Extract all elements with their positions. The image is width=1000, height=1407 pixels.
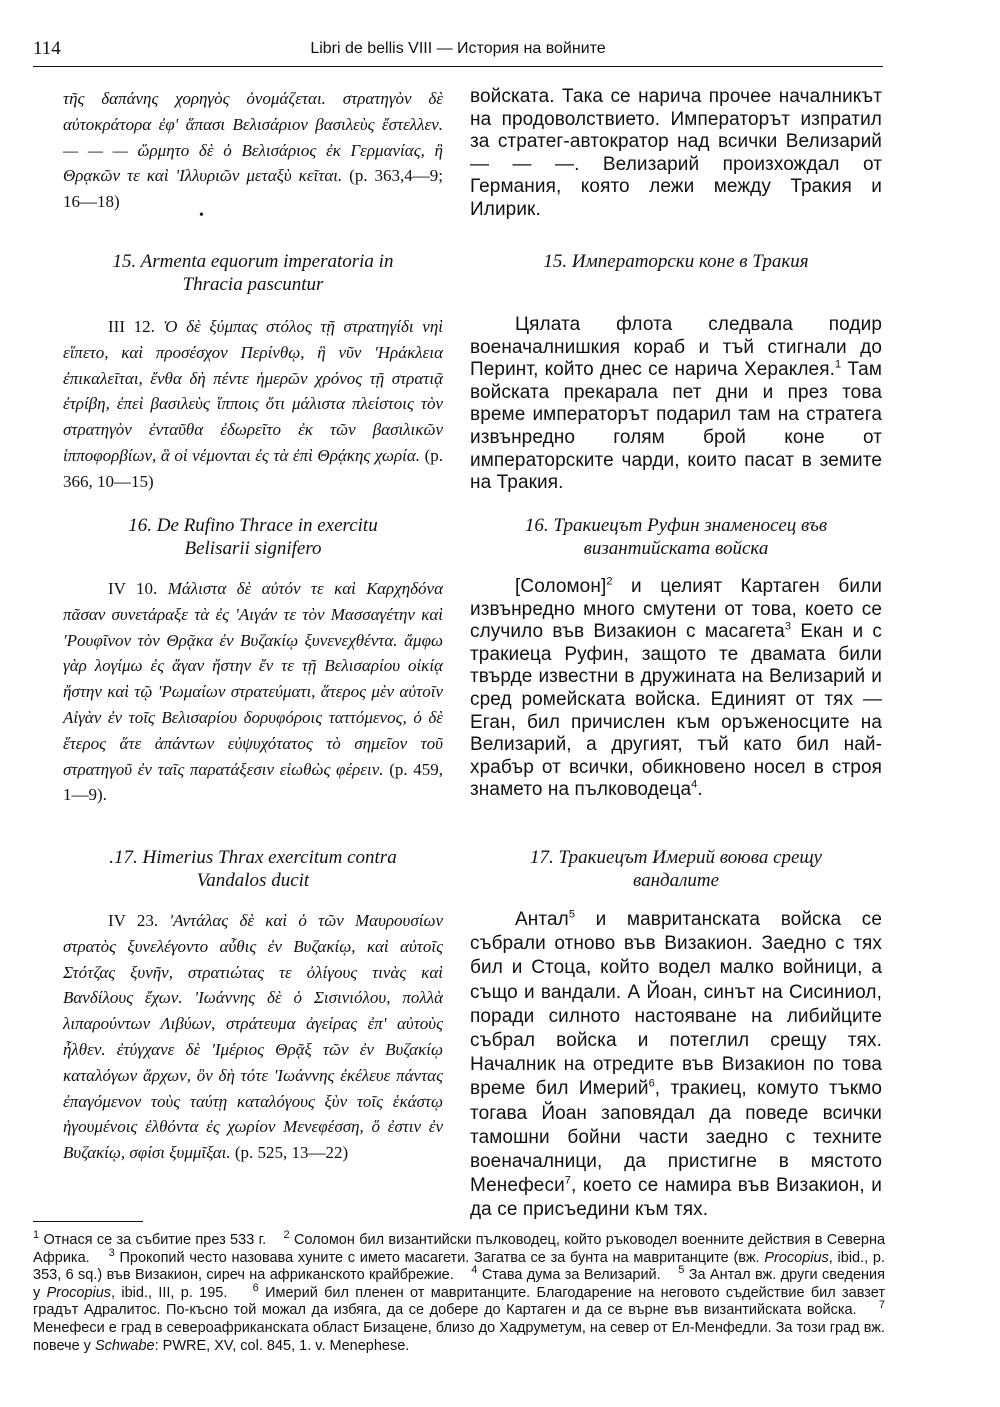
footnote-5-ref: , ibid., III, p. 195. bbox=[111, 1284, 228, 1301]
translation-17-text-d: , което се намира във Визакион, и да се присъедини към тях. bbox=[470, 1175, 882, 1221]
page-header bbox=[33, 38, 883, 64]
greek-intro-text: τῆς δαπάνης χορηγὸς ὀνομάζεται. στρατηγὸν δὲ αὐτοκράτορα ἐφ' ἅπασι Βελισάριον βασιλεὺς ἔστελλεν. — — — ὥρμητο δὲ ὁ Βελισάριος ἐκ Γερμανίας, ἣ Θρᾳκῶν τε καὶ 'Ιλλυριῶν μεταξὺ κεῖται. bbox=[63, 89, 443, 186]
footnote-ref-2: 2 bbox=[606, 575, 613, 588]
footnote-3-ref: , ibid., p. 353, 6 sq.) във Визакион, сиреч на африканското крайбрежие. bbox=[33, 1249, 885, 1284]
footnote-2: Соломон бил византийски пълководец, който ръководел военните действия в Северна Африка. bbox=[33, 1232, 886, 1266]
translation-16-text-a: [Соломон] bbox=[515, 576, 607, 597]
translation-16-text-d: . bbox=[697, 779, 703, 801]
translation-intro-text: войската. Така се нарича прочее началникът на продоволствието. Императорът изпратил за стратег-автократор над всички Велизарий — — —. Велизарий произхождал от Германия, която лежи между Тракия и Илирик. bbox=[470, 86, 882, 220]
latin-heading-17 bbox=[63, 846, 443, 892]
footnote-3-author: Procopius bbox=[764, 1249, 829, 1266]
passage-16-ref: (p. 459, 1—9). bbox=[63, 759, 444, 805]
passage-17-ref: (p. 525, 13—22) bbox=[234, 1143, 349, 1163]
footnote-ref-4: 4 bbox=[691, 779, 698, 792]
passage-16-number: IV 10. bbox=[108, 579, 158, 598]
bg-heading-17 bbox=[470, 846, 882, 892]
passage-17-text: 'Αντάλας δὲ καὶ ὁ τῶν Μαυρουσίων στρατὸς ξυνελέγοντο αὖθις ἐν Βυζακίῳ, καὶ αὐτοῖς Στότζας ξυνῆν, στρατιώτας τε ὀλίγους τινὰς καὶ Βανδίλους ἔχων. 'Ιωάννης δὲ ὁ Σισινιόλου, πολλὰ λιπαρούντων Λιβύων, στράτευμα ἀγείρας ἐπ' αὐτοὺς ἦλθεν. ἐτύγχανε δὲ 'Ιμέριος Θρᾷξ τῶν ἐν Βυζακίῳ καταλόγων ἄρχων, ὃν δὴ τότε 'Ιωάννης ἐκέλευε πάντας ἐπαγόμενον τοὺς ταύτῃ καταλόγους ξὺν τοῖς ἑκάστῳ ἡγουμένοις ἐλθόντα ἐς χωρίον Μενεφέσση, ὅ ἐστιν ἐν Βυζακίῳ, σφίσι ξυμμῖξαι. bbox=[63, 911, 443, 1163]
bg-heading-15 bbox=[470, 250, 882, 273]
translation-15-text-b: Там войската прекарала пет дни и през това време императорът подарил там на стратега извънредно голям брой коне от императорските чарди, които пасат в земите на Тракия. bbox=[470, 359, 883, 494]
footnote-1: Отнася се за събитие през 533 г. bbox=[43, 1232, 267, 1248]
bg-heading-17-line2: вандалите bbox=[632, 870, 720, 891]
passage-15-number: III 12. bbox=[108, 317, 155, 336]
translation-15 bbox=[470, 314, 882, 495]
latin-heading-15-line1: 15. Armenta equorum imperatoria in bbox=[112, 251, 394, 272]
bg-heading-16-line1: 16. Тракиецът Руфин знаменосец във bbox=[524, 515, 828, 536]
bg-heading-16-line2: византийската войска bbox=[583, 538, 769, 559]
latin-heading-15-line2: Thracia pascuntur bbox=[182, 274, 324, 295]
translation-17-text-b: и мавританската войска се събрали отново във Визакион. Заедно с тях бил и Стоца, който водел малко войници, а също и вандали. А Йоан, синът на Сисиниол, поради силното настояване на либийците събрал войска и потеглил срещу тях. Началник на отредите във Визакион по това време бил Имерий bbox=[470, 909, 882, 1100]
footnote-5: За Антал вж. други сведения у bbox=[33, 1267, 886, 1301]
passage-15-ref: (p. 366, 10—15) bbox=[63, 445, 443, 491]
greek-intro-ref: (p. 363,4—9; 16—18) bbox=[63, 166, 443, 212]
footnote-ref-7: 7 bbox=[564, 1174, 571, 1187]
bg-heading-17-line1: 17. Тракиецът Имерий воюва срещу bbox=[530, 847, 822, 868]
footnote-7-ref: : PWRE, XV, col. 845, 1. v. Menephese. bbox=[154, 1337, 410, 1354]
latin-heading-17-line2: Vandalos ducit bbox=[196, 870, 310, 891]
footnote-ref-5: 5 bbox=[568, 908, 576, 921]
translation-15-text-a: Цялата флота следвала подир военачалнишкия кораб и тъй стигнали до Перинт, който днес се нарича Хераклея. bbox=[470, 314, 882, 381]
footnote-4: Става дума за Велизарий. bbox=[481, 1267, 661, 1284]
footnote-5-author: Procopius bbox=[46, 1284, 112, 1301]
passage-16-text: Μάλιστα δὲ αὐτόν τε καὶ Καρχηδόνα πᾶσαν συνετάραξε τὰ ἐς 'Αιγάν τε τὸν Μασσαγέτην καὶ 'Ρουφῖνον τὸν Θρᾷκα ἐν Βυζακίῳ ξυνενεχθέντα. ἄμφω γὰρ λογίμω ἐς ἄγαν ἤστην ἔν τε τῇ Βελισαρίου οἰκίᾳ ἤστην καὶ τῷ 'Ρωμαίων στρατεύματι, ἅτερος μὲν αὐτοῖν Αἰγὰν ἐν τοῖς Βελισαρίου δορυφόροις ταττόμενος, ὁ δὲ ἕτερος ἅτε ἀπάντων εὐψυχότατος τὸ σημεῖον τοῦ στρατηγοῦ ἐν ταῖς παρατάξεσιν εἰωθὼς φέρειν. bbox=[63, 579, 443, 779]
translation-17-text-c: , тракиец, комуто тъкмо тогава Йоан заповядал да поведе всички тамошни бойни части заедно с техните военачалници, да пристигне в мястото Менефеси bbox=[470, 1078, 882, 1197]
dot-mark: • bbox=[199, 208, 204, 223]
page-number: 114 bbox=[33, 38, 61, 59]
header-rule bbox=[33, 66, 883, 67]
latin-heading-16-line1: 16. De Rufino Thrace in exercitu bbox=[128, 515, 378, 536]
footnotes: $^1$ Отнася се за събитие през 533 г. $^2$ Соломон бил византийски пълководец, който ръководел военните действия в Северна Африка. $^3$ Прокопий често назовава хуните с името масагети. Загатва се за бунта на мавританците (вж. Procopius, ibid., p. 353, 6 sq.) във Визакион, сиреч на африканското крайбрежие. $^4$ Става дума за Велизарий. $^5$ За Антал вж. други сведения у Procopius, ibid., III, p. 195. $^6$ Имерий бил пленен от мавританците. Благодарение на неговото съдействие бил завзет градът Адралитос. По-късно той можал да избяга, да се добере до Картаген и да се върне във византийската войска. $^7$ Менефеси е град в североафриканската област Бизацене, близо до Хадруметум, на север от Ел-Менфедли. За този град вж. повече у Schwabe: PWRE, XV, col. 845, 1. v. Menephese. bbox=[33, 1229, 886, 1354]
latin-heading-16 bbox=[63, 514, 443, 560]
bg-heading-15-text: 15. Императорски коне в Тракия bbox=[543, 251, 809, 272]
translation-16 bbox=[470, 576, 882, 802]
footnote-7-author: Schwabe bbox=[94, 1337, 155, 1354]
footnote-ref-1: 1 bbox=[834, 358, 842, 371]
greek-passage-17 bbox=[63, 908, 443, 1166]
footnote-ref-3: 3 bbox=[784, 620, 792, 633]
footnote-7: Менефеси е град в североафриканската област Бизацене, близо до Хадруметум, на север от Ел-Менфедли. За този град вж. повече у bbox=[33, 1319, 885, 1354]
greek-passage-15 bbox=[63, 314, 443, 495]
bg-heading-16 bbox=[470, 514, 882, 560]
translation-17-text-a: Антал bbox=[515, 909, 569, 930]
latin-heading-15 bbox=[63, 250, 443, 296]
latin-heading-17-line1: .17. Himerius Thrax exercitum contra bbox=[109, 847, 397, 868]
latin-heading-16-line2: Belisarii signifero bbox=[184, 538, 322, 559]
running-title: Libri de bellis VIII — История на войните bbox=[310, 40, 606, 57]
translation-16-text-b: и целият Картаген били извънредно много смутени от това, което се случило във Визакион с масагета bbox=[470, 576, 882, 643]
translation-intro bbox=[470, 86, 882, 222]
footnote-rule bbox=[33, 1221, 143, 1222]
footnote-3: Прокопий често назовава хуните с името масагети. Загатва се за бунта на мавританците (вж. bbox=[119, 1249, 760, 1266]
footnote-6: Имерий бил пленен от мавританците. Благодарение на неговото съдействие бил завзет градът Адралитос. По-късно той можал да избяга, да се добере до Картаген и да се върне във византийската войска. bbox=[33, 1284, 885, 1319]
footnote-ref-6: 6 bbox=[648, 1078, 655, 1091]
greek-passage-16 bbox=[63, 576, 443, 808]
translation-17 bbox=[470, 908, 882, 1223]
greek-intro bbox=[63, 86, 443, 215]
passage-17-number: IV 23. bbox=[108, 911, 159, 930]
passage-15-text: Ὁ δὲ ξύμπας στόλος τῇ στρατηγίδι νηὶ εἵπετο, καὶ προσέσχον Περίνθῳ, ἣ νῦν 'Ηράκλεια ἐπικαλεῖται, ἔνθα δὴ πέντε ἡμερῶν χρόνος τῇ στρατιᾷ ἐτρίβη, ἐπεὶ βασιλεὺς ἵπποις ὅτι μάλιστα πλείστοις τὸν στρατηγὸν ἐνταῦθα ἐδωρεῖτο ἐκ τῶν βασιλικῶν ἱπποφορβίων, ἃ οἱ νέμονται ἐς τὰ ἐπὶ Θρᾴκης χωρία. bbox=[63, 317, 444, 465]
translation-16-text-c: Екан и с тракиеца Руфин, защото те двамата били твърде известни в дружината на Велизарий и сред ромейската войска. Единият от тях — Еган, бил причислен към оръженосците на Велизарий, а другият, тъй като бил най-храбър от всички, обикновено носел в строя знамето на пълководеца bbox=[470, 621, 883, 801]
